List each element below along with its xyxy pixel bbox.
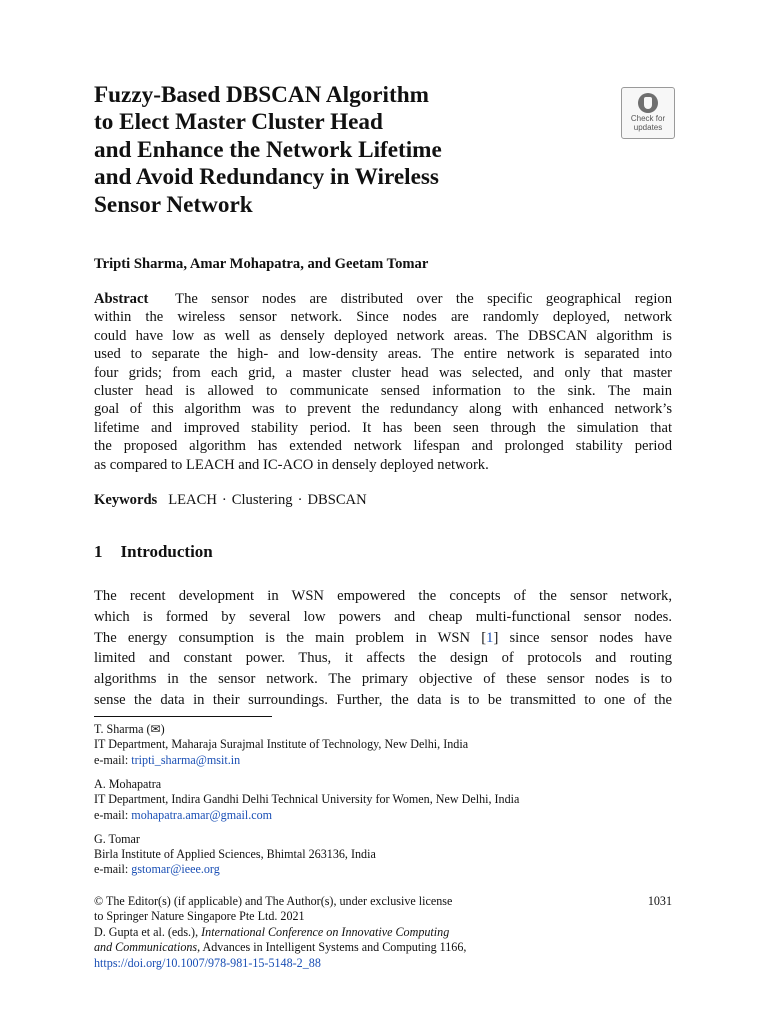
conference-title: International Conference on Innovative Computing: [201, 924, 450, 939]
keyword-item: DBSCAN: [307, 492, 367, 508]
body-text: ] since sensor nodes have: [493, 629, 672, 646]
body-line: which is formed by several low powers and cheap multi-functional sensor nodes.: [94, 608, 672, 625]
abstract: [94, 290, 672, 474]
author-email-line: [94, 753, 672, 768]
email-link[interactable]: mohapatra.amar@gmail.com: [131, 807, 273, 822]
email-label: e-mail:: [94, 752, 132, 767]
body-line: algorithms in the sensor network. The primary objective of these sensor nodes is to: [94, 671, 672, 688]
abstract-label: Abstract: [94, 291, 149, 307]
doi-link[interactable]: https://doi.org/10.1007/978-981-15-5148-2_88: [94, 955, 321, 970]
badge-line: Check for: [630, 114, 666, 123]
author-footnotes: [94, 722, 672, 886]
citation-line: [94, 940, 672, 955]
author-affiliation: IT Department, Maharaja Surajmal Institute of Technology, New Delhi, India: [94, 737, 469, 752]
title-line: and Enhance the Network Lifetime: [94, 136, 442, 163]
badge-line: updates: [633, 122, 663, 132]
doi-line: [94, 956, 672, 971]
abstract-line: within the wireless sensor network. Since nodes are randomly deployed, network: [94, 309, 672, 326]
body-line: limited and constant power. Thus, it affects the design of protocols and routing: [94, 650, 672, 667]
keyword-item: LEACH: [168, 492, 217, 508]
keyword-separator: ·: [221, 492, 227, 508]
abstract-line: as compared to LEACH and IC-ACO in densely deployed network.: [94, 456, 489, 473]
keyword-item: Clustering: [231, 492, 293, 508]
paper-title: [94, 82, 534, 219]
paper-page: [94, 82, 672, 970]
email-label: e-mail:: [94, 862, 132, 877]
abstract-line: goal of this algorithm was to prevent the redundancy along with enhanced network’s: [94, 401, 672, 418]
author-list: Tripti Sharma, Amar Mohapatra, and Geetam Tomar: [94, 256, 429, 272]
citation-link[interactable]: 1: [486, 629, 494, 646]
author-email-line: [94, 808, 672, 823]
check-for-updates-icon: [638, 93, 658, 113]
abstract-line: [94, 290, 672, 308]
abstract-line: used to separate the high- and low-density areas. The entire network is separated into: [94, 346, 672, 363]
title-line: Sensor Network: [94, 191, 253, 218]
email-label: e-mail:: [94, 807, 132, 822]
copyright-block: [94, 894, 672, 971]
page-number: 1031: [647, 894, 672, 908]
check-for-updates-badge[interactable]: [621, 87, 675, 139]
abstract-line: lifetime and improved stability period. It has been seen through the simulation that: [94, 419, 672, 436]
citation-text: D. Gupta et al. (eds.),: [94, 924, 202, 939]
author-email-line: [94, 862, 672, 877]
keywords: [94, 492, 367, 509]
section-title: Introduction: [120, 542, 213, 561]
copyright-line: to Springer Nature Singapore Pte Ltd. 2021: [94, 909, 305, 924]
title-line: to Elect Master Cluster Head: [94, 109, 383, 136]
footnote-divider: [94, 716, 272, 717]
introduction-text: [94, 586, 672, 711]
author-footnote: [94, 722, 672, 768]
abstract-line: cluster head is allowed to communicate sensed information to the sink. The main: [94, 383, 672, 400]
abstract-line: the proposed algorithm has extended network lifespan and prolonged stability period: [94, 438, 672, 455]
section-number: 1: [94, 542, 103, 561]
citation-text: , Advances in Intelligent Systems and Computing 1166,: [197, 940, 467, 955]
author-name: T. Sharma (✉): [94, 722, 165, 736]
citation-line: [94, 925, 672, 940]
copyright-line: © The Editor(s) (if applicable) and The Author(s), under exclusive license: [94, 894, 453, 908]
section-heading: [94, 542, 213, 562]
author-footnote: [94, 777, 672, 823]
title-line: and Avoid Redundancy in Wireless: [94, 164, 439, 191]
email-link[interactable]: gstomar@ieee.org: [131, 862, 220, 877]
body-text: The energy consumption is the main problem in WSN [: [94, 629, 487, 646]
author-affiliation: IT Department, Indira Gandhi Delhi Technical University for Women, New Delhi, India: [94, 792, 520, 807]
body-line: [94, 628, 672, 649]
author-name: G. Tomar: [94, 831, 140, 846]
body-line: sense the data in their surroundings. Further, the data is to be transmitted to one of the: [94, 691, 672, 708]
author-name: A. Mohapatra: [94, 776, 162, 791]
abstract-line: four grids; from each grid, a master cluster head was selected, and only that master: [94, 364, 672, 381]
abstract-text: The sensor nodes are distributed over the specific geographical region: [175, 291, 672, 307]
keyword-separator: ·: [297, 492, 303, 508]
body-line: The recent development in WSN empowered the concepts of the sensor network,: [94, 588, 672, 604]
author-footnote: [94, 832, 672, 878]
author-affiliation: Birla Institute of Applied Sciences, Bhimtal 263136, India: [94, 847, 376, 862]
badge-text: [622, 115, 674, 132]
keywords-label: Keywords: [94, 492, 158, 508]
abstract-line: could have low as well as densely deployed network areas. The DBSCAN algorithm is: [94, 327, 672, 344]
title-line: Fuzzy-Based DBSCAN Algorithm: [94, 82, 429, 108]
email-link[interactable]: tripti_sharma@msit.in: [131, 752, 241, 767]
conference-title: and Communications: [94, 940, 198, 955]
